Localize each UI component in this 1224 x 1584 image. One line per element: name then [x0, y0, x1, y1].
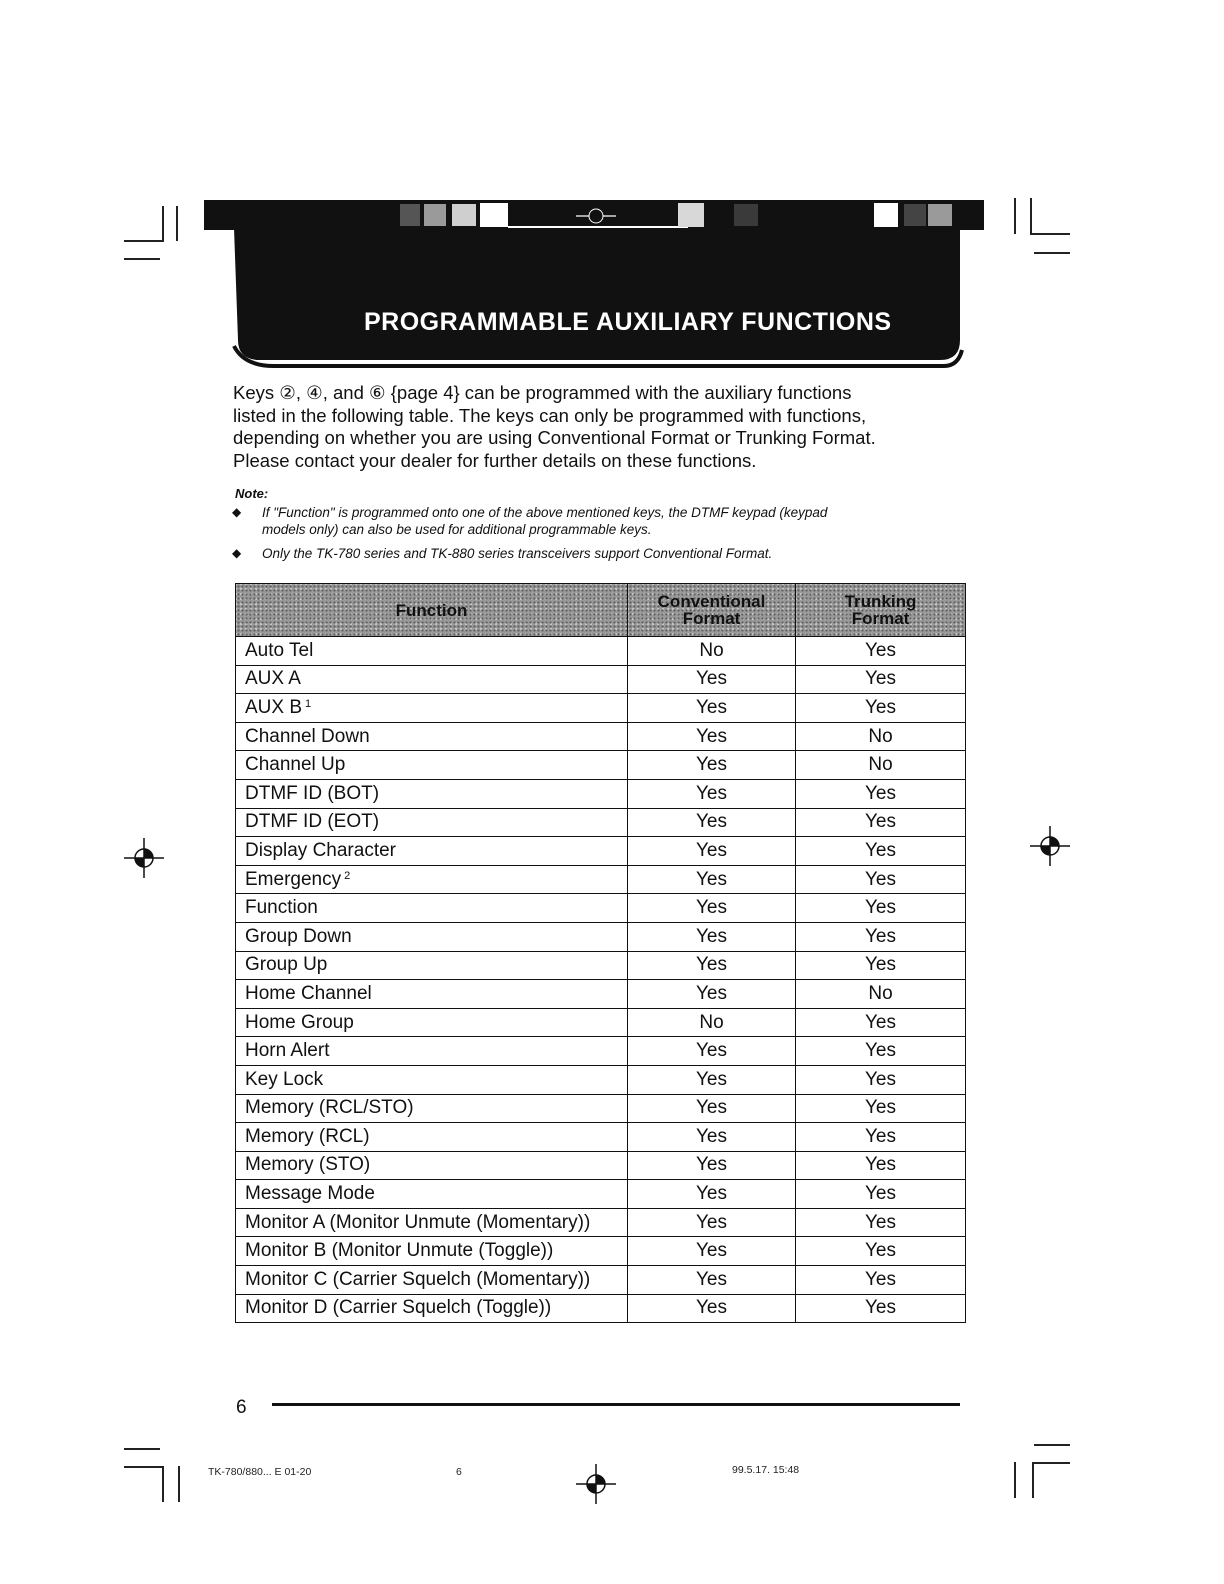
table-row — [236, 808, 966, 837]
conventional-value: No — [628, 1008, 796, 1037]
bullet-icon: ◆ — [232, 505, 242, 519]
function-name: Home Group — [245, 1011, 354, 1033]
trunking-value: Yes — [796, 637, 966, 666]
table-header-row — [236, 584, 966, 637]
crop-mark — [162, 206, 164, 241]
function-name-cell — [236, 665, 628, 694]
function-name: AUX A — [245, 668, 301, 690]
conventional-value: Yes — [628, 1266, 796, 1295]
print-timestamp: 99.5.17. 15:48 — [732, 1464, 800, 1476]
table-row — [236, 1094, 966, 1123]
function-name: Key Lock — [245, 1068, 324, 1090]
function-name-cell — [236, 637, 628, 666]
trunking-value: Yes — [796, 1151, 966, 1180]
header-banner — [204, 200, 984, 368]
trunking-value: Yes — [796, 665, 966, 694]
table-row — [236, 1294, 966, 1323]
trunking-value: Yes — [796, 1180, 966, 1209]
table-row — [236, 1180, 966, 1209]
footnote-marker: 2 — [344, 869, 351, 882]
function-name: Group Down — [245, 925, 352, 947]
header-function-label: Function — [395, 600, 468, 620]
trunking-value: Yes — [796, 1208, 966, 1237]
table-row — [236, 722, 966, 751]
function-name-cell — [236, 837, 628, 866]
page-number: 6 — [236, 1397, 247, 1418]
table-row — [236, 837, 966, 866]
note-text: models only) can also be used for additional programmable keys. — [262, 522, 652, 537]
conventional-value: Yes — [628, 1237, 796, 1266]
conventional-value: Yes — [628, 980, 796, 1009]
crop-mark — [124, 1466, 164, 1468]
registration-target-icon — [124, 838, 164, 878]
function-name: Channel Up — [245, 754, 346, 776]
function-name-cell — [236, 1065, 628, 1094]
conventional-value: No — [628, 637, 796, 666]
trunking-value: Yes — [796, 1266, 966, 1295]
table-row — [236, 1237, 966, 1266]
table-row — [236, 1037, 966, 1066]
sheet-number: 6 — [456, 1466, 462, 1478]
trunking-value: Yes — [796, 922, 966, 951]
header-conventional-line2: Format — [682, 609, 741, 628]
table-row — [236, 637, 966, 666]
function-name-cell — [236, 1180, 628, 1209]
table-row — [236, 951, 966, 980]
table-row — [236, 1008, 966, 1037]
function-name: DTMF ID (BOT) — [245, 782, 380, 804]
function-name-cell — [236, 1208, 628, 1237]
conventional-value: Yes — [628, 1094, 796, 1123]
table-row — [236, 665, 966, 694]
intro-line: Please contact your dealer for further details on these functions. — [233, 449, 757, 471]
table-body — [236, 637, 966, 1323]
trunking-value: Yes — [796, 1094, 966, 1123]
table-row — [236, 865, 966, 894]
table-row — [236, 1266, 966, 1295]
table-row — [236, 1123, 966, 1152]
trunking-value: No — [796, 722, 966, 751]
crop-mark — [1014, 198, 1016, 234]
table-row — [236, 894, 966, 923]
function-name: Home Channel — [245, 982, 372, 1004]
page-title: PROGRAMMABLE AUXILIARY FUNCTIONS — [364, 308, 892, 336]
function-name-cell — [236, 722, 628, 751]
trunking-value: Yes — [796, 951, 966, 980]
conventional-value: Yes — [628, 1065, 796, 1094]
function-name-cell — [236, 1123, 628, 1152]
function-name: DTMF ID (EOT) — [245, 811, 380, 833]
function-name: Channel Down — [245, 725, 370, 747]
conventional-value: Yes — [628, 922, 796, 951]
table-row — [236, 1208, 966, 1237]
table-row — [236, 1151, 966, 1180]
table-row — [236, 1065, 966, 1094]
trunking-value: Yes — [796, 865, 966, 894]
function-name-cell — [236, 1266, 628, 1295]
function-name: Horn Alert — [245, 1040, 330, 1062]
trunking-value: Yes — [796, 837, 966, 866]
table-row — [236, 779, 966, 808]
table-row — [236, 980, 966, 1009]
table-row — [236, 922, 966, 951]
function-name: Memory (RCL/STO) — [245, 1097, 414, 1119]
function-name-cell — [236, 751, 628, 780]
header-conventional-line1: Conventional — [657, 592, 766, 611]
table-row — [236, 694, 966, 723]
trunking-value: Yes — [796, 1294, 966, 1323]
crop-mark — [178, 1466, 180, 1502]
header-trunking-line1: Trunking — [844, 592, 917, 611]
function-name-cell — [236, 980, 628, 1009]
note-item — [232, 545, 932, 563]
intro-line: Keys ②, ④, and ⑥ {page 4} can be programmed with the auxiliary functions — [233, 382, 852, 403]
note-label: Note: — [235, 486, 269, 501]
banner-background — [204, 200, 984, 368]
trunking-value: Yes — [796, 1065, 966, 1094]
crop-mark — [124, 258, 160, 260]
conventional-value: Yes — [628, 722, 796, 751]
header-trunking — [796, 584, 966, 637]
function-name-cell — [236, 922, 628, 951]
conventional-value: Yes — [628, 837, 796, 866]
conventional-value: Yes — [628, 1123, 796, 1152]
function-name: Emergency — [245, 868, 342, 890]
crop-mark — [176, 206, 178, 241]
trunking-value: Yes — [796, 894, 966, 923]
conventional-value: Yes — [628, 808, 796, 837]
footer-rule — [272, 1403, 960, 1406]
header-trunking-line2: Format — [851, 609, 910, 628]
function-name-cell — [236, 1008, 628, 1037]
function-name: Monitor A (Monitor Unmute (Momentary)) — [245, 1211, 591, 1233]
registration-target-icon — [1030, 826, 1070, 866]
trunking-value: No — [796, 751, 966, 780]
crop-mark — [162, 1466, 164, 1502]
conventional-value: Yes — [628, 1294, 796, 1323]
trunking-value: No — [796, 980, 966, 1009]
conventional-value: Yes — [628, 865, 796, 894]
function-name-cell — [236, 808, 628, 837]
crop-mark — [1034, 1444, 1070, 1446]
function-name: Auto Tel — [245, 639, 314, 661]
function-name: AUX B — [245, 696, 303, 718]
function-name: Monitor B (Monitor Unmute (Toggle)) — [245, 1240, 554, 1262]
function-name-cell — [236, 894, 628, 923]
function-name: Monitor C (Carrier Squelch (Momentary)) — [245, 1268, 591, 1290]
conventional-value: Yes — [628, 694, 796, 723]
crop-mark — [1030, 233, 1070, 235]
note-text: Only the TK-780 series and TK-880 series transceivers support Conventional Format. — [262, 546, 773, 561]
crop-mark — [124, 240, 164, 242]
conventional-value: Yes — [628, 751, 796, 780]
footnote-marker: 1 — [305, 697, 312, 710]
function-name: Memory (STO) — [245, 1154, 371, 1176]
trunking-value: Yes — [796, 1123, 966, 1152]
function-name-cell — [236, 865, 628, 894]
crop-mark — [1034, 1462, 1070, 1464]
intro-line: listed in the following table. The keys can only be programmed with functions, — [233, 404, 867, 426]
table-row — [236, 751, 966, 780]
conventional-value: Yes — [628, 951, 796, 980]
crop-mark — [124, 1448, 160, 1450]
trunking-value: Yes — [796, 1008, 966, 1037]
crop-mark — [1030, 198, 1032, 234]
function-name-cell — [236, 1094, 628, 1123]
bullet-icon: ◆ — [232, 546, 242, 560]
trunking-value: Yes — [796, 694, 966, 723]
conventional-value: Yes — [628, 779, 796, 808]
registration-target-icon — [576, 1464, 616, 1504]
crop-mark — [1034, 252, 1070, 254]
trunking-value: Yes — [796, 779, 966, 808]
header-conventional — [628, 584, 796, 637]
crop-mark — [1014, 1462, 1016, 1498]
function-name-cell — [236, 1037, 628, 1066]
function-name-cell — [236, 694, 628, 723]
function-name: Message Mode — [245, 1183, 375, 1205]
header-function — [236, 584, 628, 637]
conventional-value: Yes — [628, 1208, 796, 1237]
trunking-value: Yes — [796, 1237, 966, 1266]
intro-paragraph — [233, 382, 953, 472]
function-name-cell — [236, 1151, 628, 1180]
function-name: Display Character — [245, 839, 396, 861]
function-name-cell — [236, 1237, 628, 1266]
function-name: Group Up — [245, 954, 328, 976]
conventional-value: Yes — [628, 1151, 796, 1180]
note-item — [232, 504, 932, 540]
function-name-cell — [236, 779, 628, 808]
conventional-value: Yes — [628, 1180, 796, 1209]
note-text: If "Function" is programmed onto one of the above mentioned keys, the DTMF keypad (keypad — [262, 505, 828, 520]
function-name-cell — [236, 951, 628, 980]
function-name: Monitor D (Carrier Squelch (Toggle)) — [245, 1297, 552, 1319]
trunking-value: Yes — [796, 1037, 966, 1066]
functions-table — [235, 583, 966, 1323]
conventional-value: Yes — [628, 1037, 796, 1066]
intro-line: depending on whether you are using Conventional Format or Trunking Format. — [233, 427, 876, 448]
function-name: Memory (RCL) — [245, 1125, 370, 1147]
function-name: Function — [245, 897, 318, 919]
conventional-value: Yes — [628, 665, 796, 694]
conventional-value: Yes — [628, 894, 796, 923]
trunking-value: Yes — [796, 808, 966, 837]
crop-mark — [1032, 1462, 1034, 1498]
file-code: TK-780/880... E 01-20 — [208, 1466, 312, 1478]
function-name-cell — [236, 1294, 628, 1323]
